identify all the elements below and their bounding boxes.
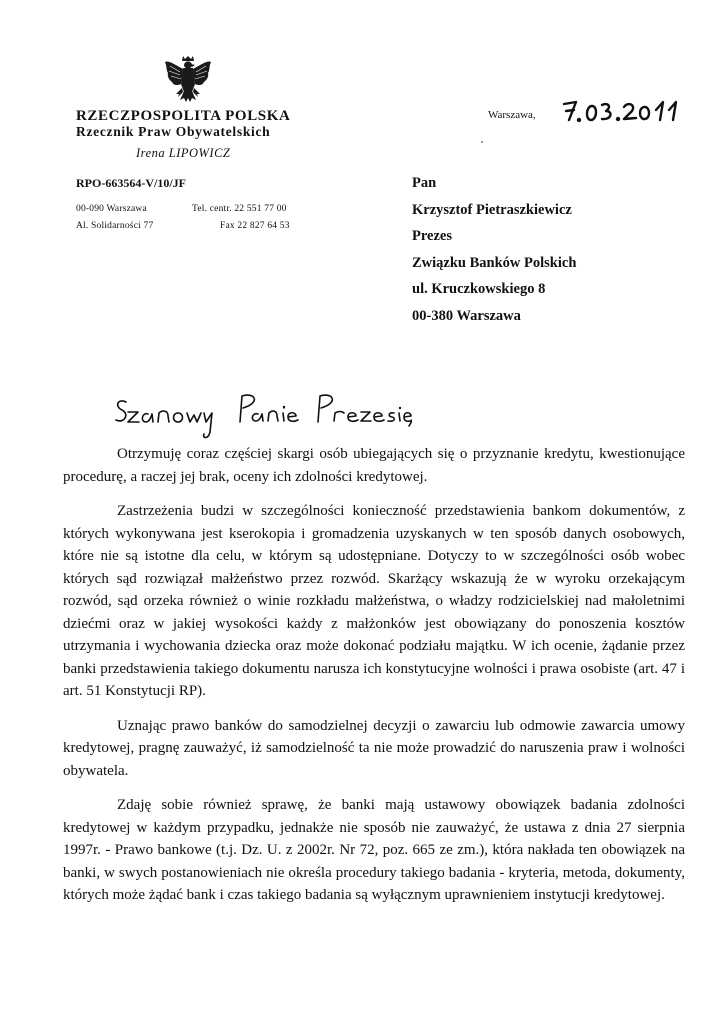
body-paragraph: Uznając prawo banków do samodzielnej decyzji o zawarciu lub odmowie zawarcia umowy kredytowej, pragnę zauważyć, iż samodzielność ta nie może prowadzić do naruszenia praw i wolności obywatela. xyxy=(63,717,685,779)
handwritten-salutation xyxy=(112,388,412,444)
phone-number: Tel. centr. 22 551 77 00 xyxy=(192,204,287,214)
sender-name: Irena LIPOWICZ xyxy=(136,146,231,160)
recipient-line: Związku Banków Polskich xyxy=(412,254,577,271)
institution-subname: Rzecznik Praw Obywatelskich xyxy=(76,124,271,139)
reference-number: RPO-663564-V/10/JF xyxy=(76,176,186,190)
body-paragraph: Otrzymuję coraz częściej skargi osób ubiegających się o przyznanie kredytu, kwestionujące procedurę, a raczej jej brak, oceny ich zdolności kredytowej. xyxy=(63,446,685,485)
recipient-line: Krzysztof Pietraszkiewicz xyxy=(412,201,572,218)
sender-address-line1: 00-090 Warszawa xyxy=(76,204,147,214)
recipient-line: Pan xyxy=(412,175,437,191)
speck xyxy=(481,141,483,143)
recipient-block xyxy=(412,170,576,329)
body-paragraph: Zdaję sobie również sprawę, że banki mają ustawowy obowiązek badania zdolności kredytowej w każdym przypadku, jednakże nie sposób nie zauważyć, że ustawa z dnia 27 sierpnia 1997r. - Prawo bankowe (t.j. Dz. U. z 2002r. Nr 72, poz. 665 ze zm.), która nakłada ten obowiązek na banki, w swych postanowieniach nie określa procedury takiego badania - kryteria, metoda, dokumenty, których może żądać bank i czas takiego badania są wyłącznym uprawnieniem instytucji kredytowej. xyxy=(63,797,685,903)
recipient-line: Prezes xyxy=(412,228,452,244)
recipient-line: 00-380 Warszawa xyxy=(412,307,521,324)
recipient-line: ul. Kruczkowskiego 8 xyxy=(412,281,546,297)
body-paragraph: Zastrzeżenia budzi w szczególności konieczność przedstawienia bankom dokumentów, z których wykonywana jest kserokopia i gromadzenia uzyskanych w ten sposób danych osobowych, które nie są istotne dla celu, w którym są udostępniane. Dotyczy to w szczególności osób wobec których sąd rozwiązał małżeństwo przez rozwód. Skarżący wskazują że w wyroku orzekającym rozwód, sąd orzeka również o winie rozkładu małżeństwa, o władzy rodzicielskiej nad małoletnimi dziećmi oraz w jakiej wysokości każdy z małżonków jest obowiązany do ponoszenia kosztów utrzymania i wychowania dziecka oraz może dokonać podziału majątku. W ich ocenie, żądanie przez banki przedstawienia takiego dokumentu narusza ich konstytucyjne wolności i prawa osobiste (art. 47 i art. 51 Konstytucji RP). xyxy=(63,503,685,699)
handwritten-date xyxy=(560,90,686,130)
eagle-emblem-icon xyxy=(164,54,212,104)
letter-body xyxy=(63,443,685,919)
place-label: Warszawa, xyxy=(488,109,536,121)
institution-name: RZECZPOSPOLITA POLSKA xyxy=(76,108,291,124)
sender-address-line2: Al. Solidarności 77 xyxy=(76,221,154,231)
fax-number: Fax 22 827 64 53 xyxy=(220,221,290,231)
